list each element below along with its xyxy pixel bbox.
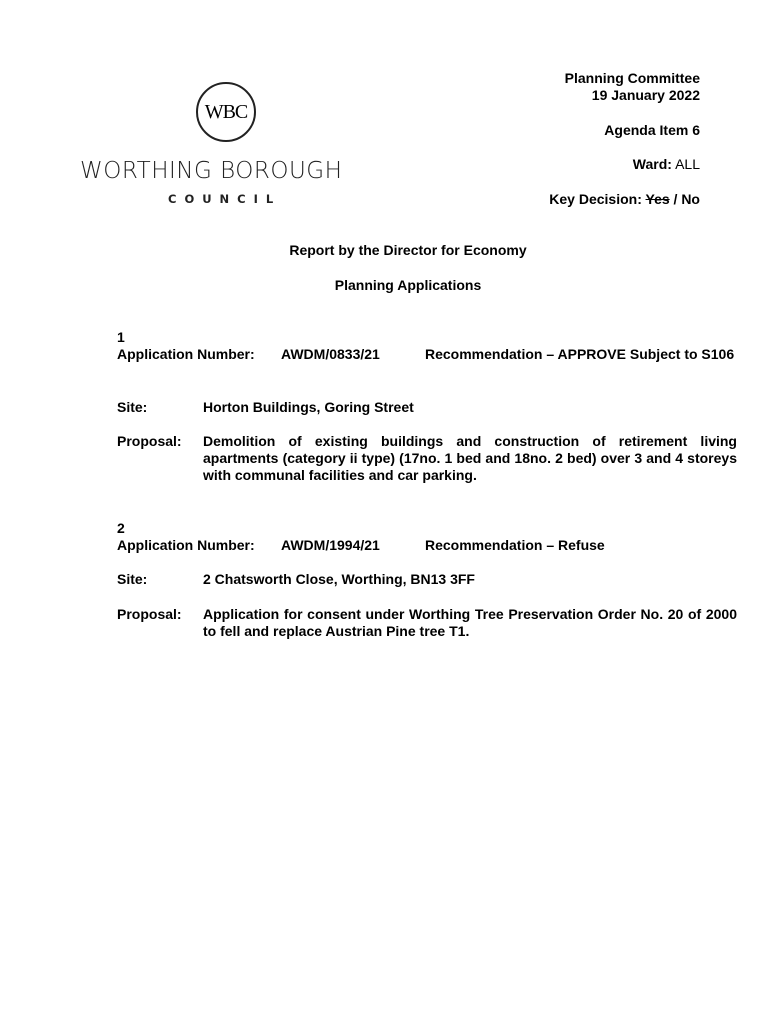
key-decision-rest: / No xyxy=(673,191,700,207)
meeting-date: 19 January 2022 xyxy=(591,87,700,103)
recommendation: Recommendation – APPROVE Subject to S106 xyxy=(425,346,735,362)
application-number: AWDM/1994/21 xyxy=(281,537,380,553)
proposal-label: Proposal: xyxy=(117,433,182,449)
application-1 xyxy=(117,329,737,489)
application-number-label: Application Number: xyxy=(117,537,255,553)
section-title: Planning Applications xyxy=(334,277,482,293)
site-label: Site: xyxy=(117,399,148,415)
site-value: Horton Buildings, Goring Street xyxy=(203,399,414,415)
logo-emblem: WBC xyxy=(196,82,256,142)
proposal-text: Demolition of existing buildings and construction of retirement living apartments (category ii type) (17no. 1 bed and 18no. 2 bed) over 3 and 4 storeys with communal facilities and car parking. xyxy=(203,433,737,483)
ward-line xyxy=(633,156,700,172)
council-logo xyxy=(80,80,380,210)
application-number: AWDM/0833/21 xyxy=(281,346,380,362)
application-number-index: 2 xyxy=(117,520,125,536)
application-number-label: Application Number: xyxy=(117,346,255,362)
report-by: Report by the Director for Economy xyxy=(289,242,527,258)
logo-name: WORTHING BOROUGH xyxy=(80,158,343,184)
proposal-label: Proposal: xyxy=(117,606,182,622)
key-decision-label: Key Decision: xyxy=(549,191,642,207)
key-decision-yes: Yes xyxy=(645,191,670,207)
site-value: 2 Chatsworth Close, Worthing, BN13 3FF xyxy=(203,571,475,587)
key-decision-line xyxy=(549,191,700,207)
ward-label: Ward: xyxy=(632,156,672,172)
meeting-header xyxy=(565,70,700,104)
application-2 xyxy=(117,520,737,650)
site-label: Site: xyxy=(117,571,148,587)
proposal-text: Application for consent under Worthing Tree Preservation Order No. 20 of 2000 to fell and replace Austrian Pine tree T1. xyxy=(203,606,737,639)
agenda-item: Agenda Item 6 xyxy=(604,122,700,138)
application-number-index: 1 xyxy=(117,329,125,345)
logo-council: COUNCIL xyxy=(168,192,282,206)
committee-name: Planning Committee xyxy=(564,70,700,86)
recommendation: Recommendation – Refuse xyxy=(425,537,605,553)
ward-value: ALL xyxy=(675,156,700,172)
